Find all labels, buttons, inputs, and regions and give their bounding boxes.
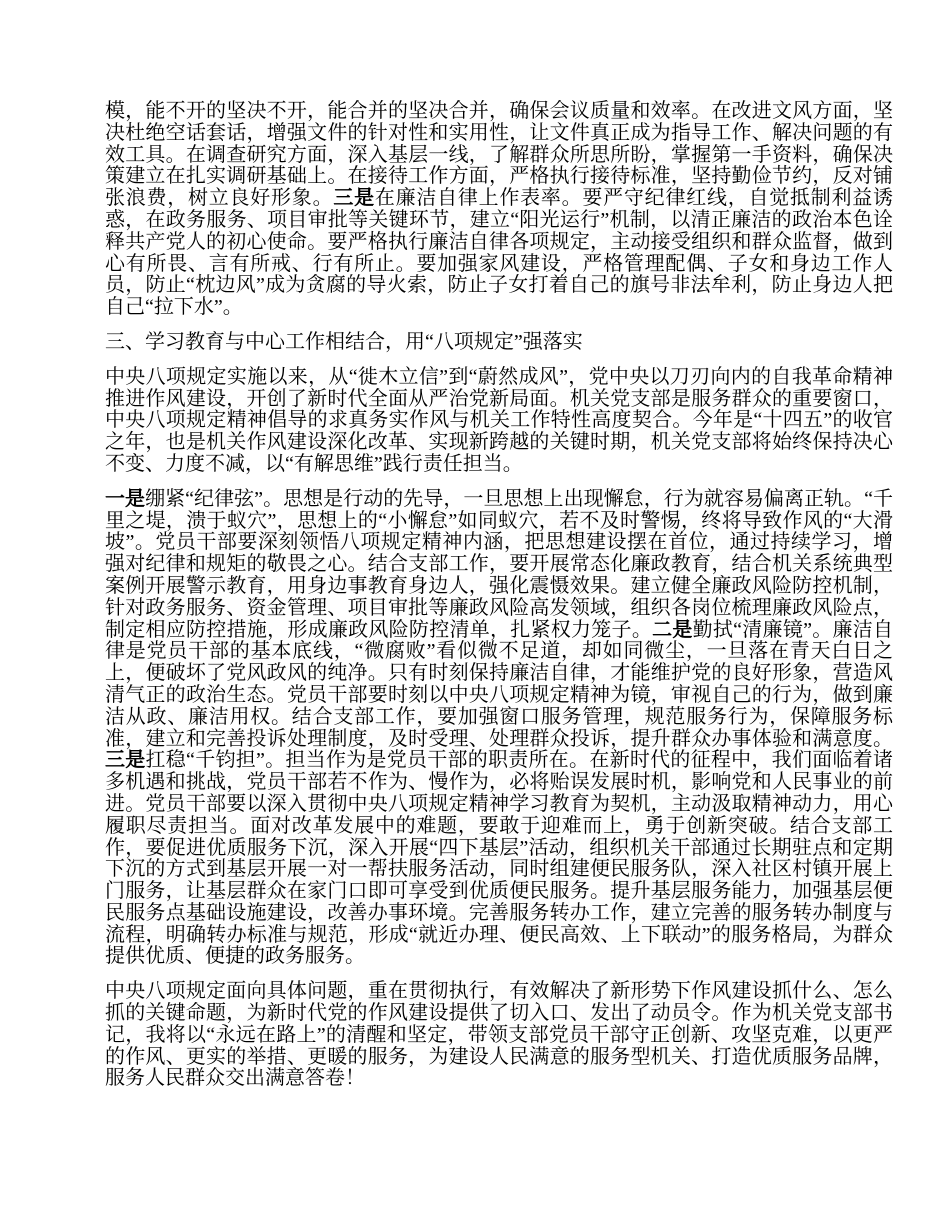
bold-run: 三是 (333, 187, 375, 210)
paragraph (105, 367, 893, 476)
paragraph (105, 489, 893, 969)
bold-run: 一是 (105, 487, 146, 510)
text-run: 扛稳“千钧担”。担当作为是党员干部的职责所在。在新时代的征程中，我们面临着诸多机遇和挑战，党员干部若不作为、慢作为，必将贻误发展时机，影响党和人民事业的前进。党员干部要以深入贯彻中央八项规定精神学习教育为契机，主动汲取精神动力，用心履职尽责担当。面对改革发展中的难题，要敢于迎难而上，勇于创新突破。结合支部工作，要促进优质服务下沉，深入开展“四下基层”活动，组织机关干部通过长期驻点和定期下沉的方式到基层开展一对一帮扶服务活动，同时组建便民服务队，深入社区村镇开展上门服务，让基层群众在家门口即可享受到优质便民服务。提升基层服务能力，加强基层便民服务点基础设施建设，改善办事环境。完善服务转办工作，建立完善的服务转办制度与流程，明确转办标准与规范，形成“就近办理、便民高效、上下联动”的服务格局，为群众提供优质、便捷的政务服务。 (105, 749, 893, 968)
text-run: 三、学习教育与中心工作相结合，用“八项规定”强落实 (105, 330, 583, 353)
text-run: 在廉洁自律上作表率。要严守纪律红线，自觉抵制利益诱惑，在政务服务、项目审批等关键环节，建立“阳光运行”机制，以清正廉洁的政治本色诠释共产党人的初心使命。要严格执行廉洁自律各项规定，主动接受组织和群众监督，做到心有所畏、言有所戒、行有所止。要加强家风建设，严格管理配偶、子女和身边工作人员，防止“枕边风”成为贪腐的导火索，防止子女打着自己的旗号非法牟利，防止身边人把自己“拉下水”。 (105, 187, 894, 319)
text-run: 模，能不开的坚决不开，能合并的坚决合并，确保会议质量和效率。在改进文风方面，坚决杜绝空话套话，增强文件的针对性和实用性，让文件真正成为指导工作、解决问题的有效工具。在调查研究方面，深入基层一线，了解群众所思所盼，掌握第一手资料，确保决策建立在扎实调研基础上。在接待工作方面，严格执行接待标准，坚持勤俭节约，反对铺张浪费，树立良好形象。 (105, 100, 893, 210)
text-run: 中央八项规定实施以来，从“徙木立信”到“蔚然成风”，党中央以刀刃向内的自我革命精神推进作风建设，开创了新时代全面从严治党新局面。机关党支部是服务群众的重要窗口，中央八项规定精神倡导的求真务实作风与机关工作特性高度契合。今年是“十四五”的收官之年，也是机关作风建设深化改革、实现新跨越的关键时期，机关党支部将始终保持决心不变、力度不减，以“有解思维”践行责任担当。 (105, 365, 893, 475)
bold-run: 二是 (652, 618, 693, 641)
section-heading (105, 332, 893, 354)
text-run: 绷紧“纪律弦”。思想是行动的先导，一旦思想上出现懈怠，行为就容易偏离正轨。“千里之堤，溃于蚁穴”，思想上的“小懈怠”如同蚁穴，若不及时警惕，终将导致作风的“大滑坡”。党员干部要深刻领悟八项规定精神内涵，把思想建设摆在首位，通过持续学习，增强对纪律和规矩的敬畏之心。结合支部工作，要开展常态化廉政教育，结合机关系统典型案例开展警示教育，用身边事教育身边人，强化震慑效果。建立健全廉政风险防控机制，针对政务服务、资金管理、项目审批等廉政风险高发领域，组织各岗位梳理廉政风险点，制定相应防控措施，形成廉政风险防控清单，扎紧权力笼子。 (105, 487, 893, 641)
document-body (105, 101, 893, 1090)
bold-run: 三是 (105, 749, 146, 772)
paragraph (105, 101, 893, 319)
paragraph (105, 981, 893, 1090)
text-run: 中央八项规定面向具体问题，重在贯彻执行，有效解决了新形势下作风建设抓什么、怎么抓的关键命题，为新时代党的作风建设提供了切入口、发出了动员令。作为机关党支部书记，我将以“永远在路上”的清醒和坚定，带领支部党员干部守正创新、攻坚克难，以更严的作风、更实的举措、更暖的服务，为建设人民满意的服务型机关、打造优质服务品牌，服务人民群众交出满意答卷！ (105, 980, 893, 1090)
text-run: 勤拭“清廉镜”。廉洁自律是党员干部的基本底线，“微腐败”看似微不足道，却如同微尘，一旦落在青天白日之上，便破坏了党风政风的纯净。只有时刻保持廉洁自律，才能维护党的良好形象，营造风清气正的政治生态。党员干部要时刻以中央八项规定精神为镜，审视自己的行为，做到廉洁从政、廉洁用权。结合支部工作，要加强窗口服务管理，规范服务行为，保障服务标准，建立和完善投诉处理制度，及时受理、处理群众投诉，提升群众办事体验和满意度。 (105, 618, 894, 750)
